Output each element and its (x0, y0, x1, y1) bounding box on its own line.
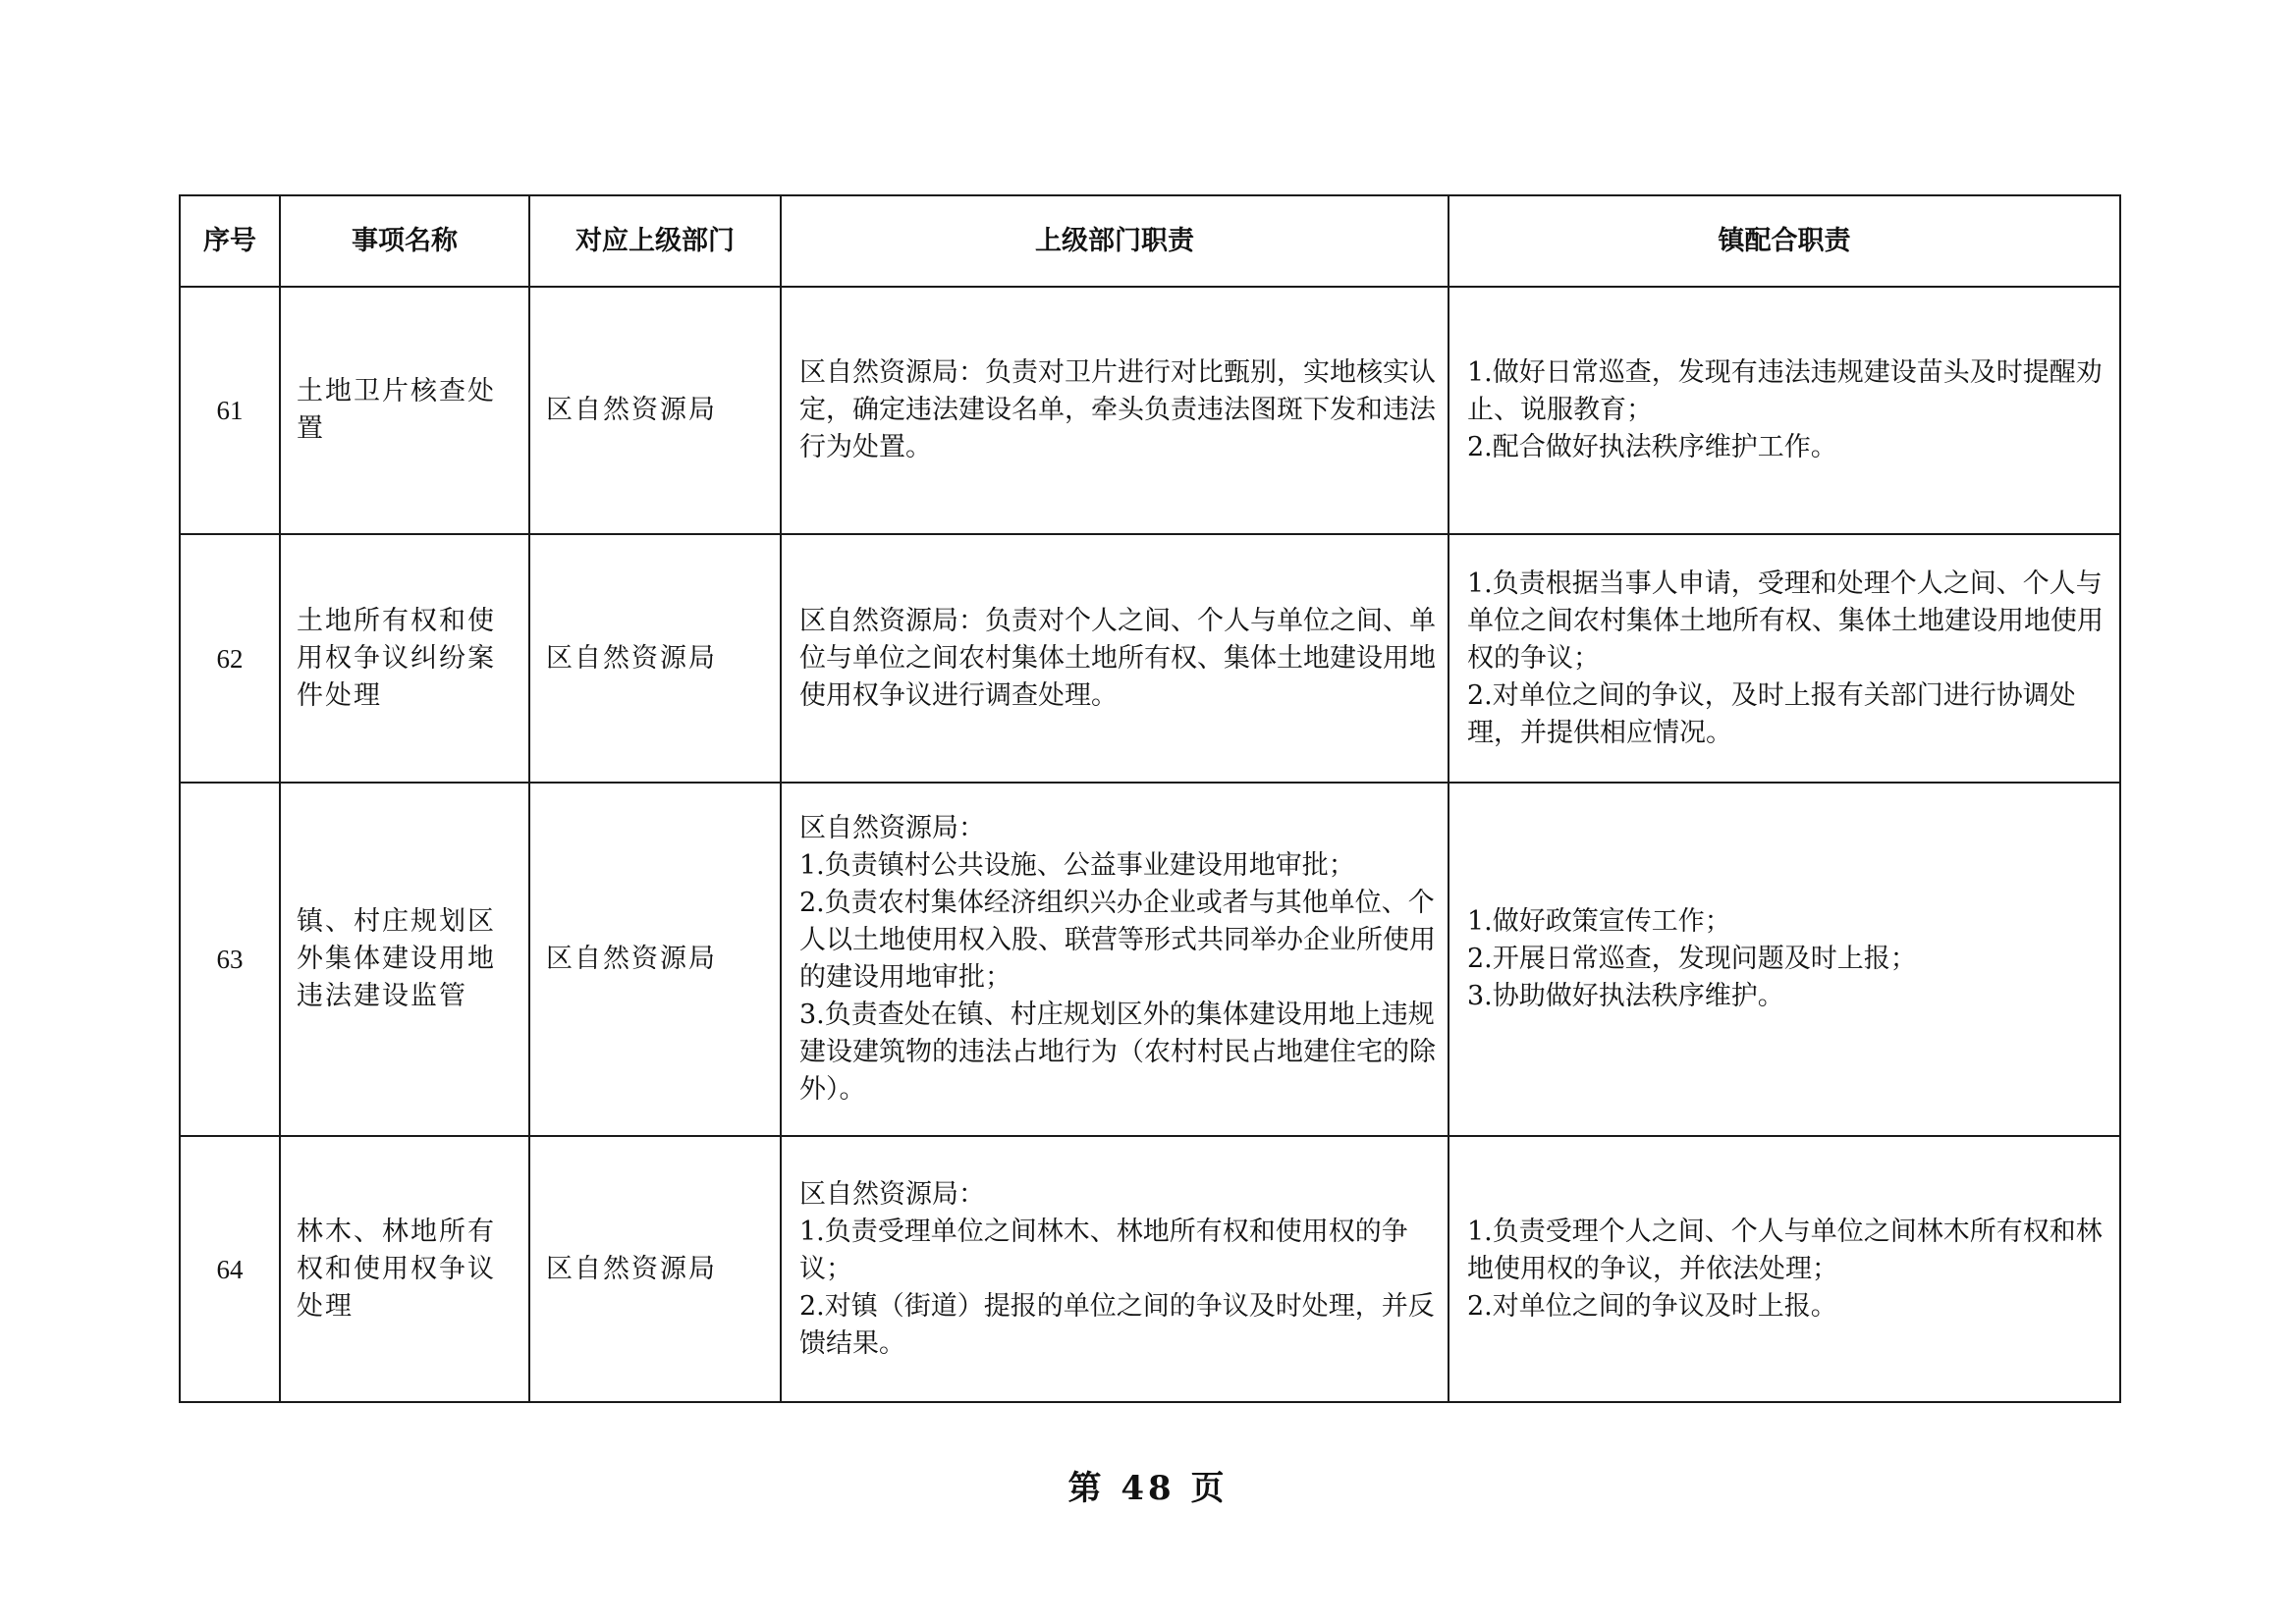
item-name: 镇、村庄规划区外集体建设用地违法建设监管 (280, 783, 529, 1136)
table-row (180, 783, 2120, 1136)
row-number: 63 (180, 783, 280, 1136)
upper-duty-line: 区自然资源局： (799, 1178, 985, 1210)
duty-table (179, 194, 2121, 1403)
page-number: 第 48 页 (1067, 1469, 1229, 1508)
upper-duty-line: 区自然资源局：负责对卫片进行对比甄别，实地核实认定，确定违法建设名单，牵头负责违法图斑下发和违法行为处置。 (799, 357, 1436, 462)
upper-duty (781, 1136, 1449, 1402)
town-duty-line: 2.对单位之间的争议，及时上报有关部门进行协调处理，并提供相应情况。 (1467, 679, 2076, 748)
town-duty-line: 2.对单位之间的争议及时上报。 (1467, 1290, 1837, 1322)
upper-duty (781, 783, 1449, 1136)
upper-department: 区自然资源局 (529, 1136, 781, 1402)
table-row (180, 287, 2120, 534)
town-duty-line: 1.做好日常巡查，发现有违法违规建设苗头及时提醒劝止、说服教育； (1467, 357, 2103, 425)
row-number: 62 (180, 534, 280, 783)
header-name: 事项名称 (280, 195, 529, 287)
table-header-row (180, 195, 2120, 287)
header-dept: 对应上级部门 (529, 195, 781, 287)
item-name: 土地所有权和使用权争议纠纷案件处理 (280, 534, 529, 783)
upper-duty-line: 3.负责查处在镇、村庄规划区外的集体建设用地上违规建设建筑物的违法占地行为（农村村民占地建住宅的除外）。 (799, 1000, 1436, 1105)
upper-duty-line: 区自然资源局： (799, 813, 985, 843)
table-row (180, 534, 2120, 783)
header-upper-duty: 上级部门职责 (781, 195, 1449, 287)
upper-department: 区自然资源局 (529, 534, 781, 783)
item-name: 林木、林地所有权和使用权争议处理 (280, 1136, 529, 1402)
town-duty-line: 1.做好政策宣传工作； (1467, 906, 1731, 937)
upper-department: 区自然资源局 (529, 287, 781, 534)
town-duty-line: 2.配合做好执法秩序维护工作。 (1467, 432, 1837, 462)
town-duty (1449, 1136, 2120, 1402)
town-duty-line: 1.负责受理个人之间、个人与单位之间林木所有权和林地使用权的争议，并依法处理； (1467, 1216, 2103, 1284)
header-town-duty: 镇配合职责 (1449, 195, 2120, 287)
upper-duty-line: 1.负责镇村公共设施、公益事业建设用地审批； (799, 850, 1355, 881)
town-duty-line: 3.协助做好执法秩序维护。 (1467, 981, 1784, 1011)
upper-duty-line: 2.对镇（街道）提报的单位之间的争议及时处理，并反馈结果。 (799, 1290, 1435, 1359)
item-name: 土地卫片核查处置 (280, 287, 529, 534)
table-row (180, 1136, 2120, 1402)
upper-duty (781, 287, 1449, 534)
town-duty (1449, 534, 2120, 783)
row-number: 64 (180, 1136, 280, 1402)
row-number: 61 (180, 287, 280, 534)
upper-duty-line: 1.负责受理单位之间林木、林地所有权和使用权的争议； (799, 1216, 1408, 1284)
town-duty (1449, 287, 2120, 534)
town-duty (1449, 783, 2120, 1136)
upper-department: 区自然资源局 (529, 783, 781, 1136)
header-no: 序号 (180, 195, 280, 287)
upper-duty-line: 2.负责农村集体经济组织兴办企业或者与其他单位、个人以土地使用权入股、联营等形式共同举办企业所使用的建设用地审批； (799, 888, 1436, 993)
town-duty-line: 1.负责根据当事人申请，受理和处理个人之间、个人与单位之间农村集体土地所有权、集体土地建设用地使用权的争议； (1467, 568, 2104, 674)
upper-duty (781, 534, 1449, 783)
upper-duty-line: 区自然资源局：负责对个人之间、个人与单位之间、单位与单位之间农村集体土地所有权、集体土地建设用地使用权争议进行调查处理。 (799, 605, 1436, 711)
town-duty-line: 2.开展日常巡查，发现问题及时上报； (1467, 944, 1917, 974)
